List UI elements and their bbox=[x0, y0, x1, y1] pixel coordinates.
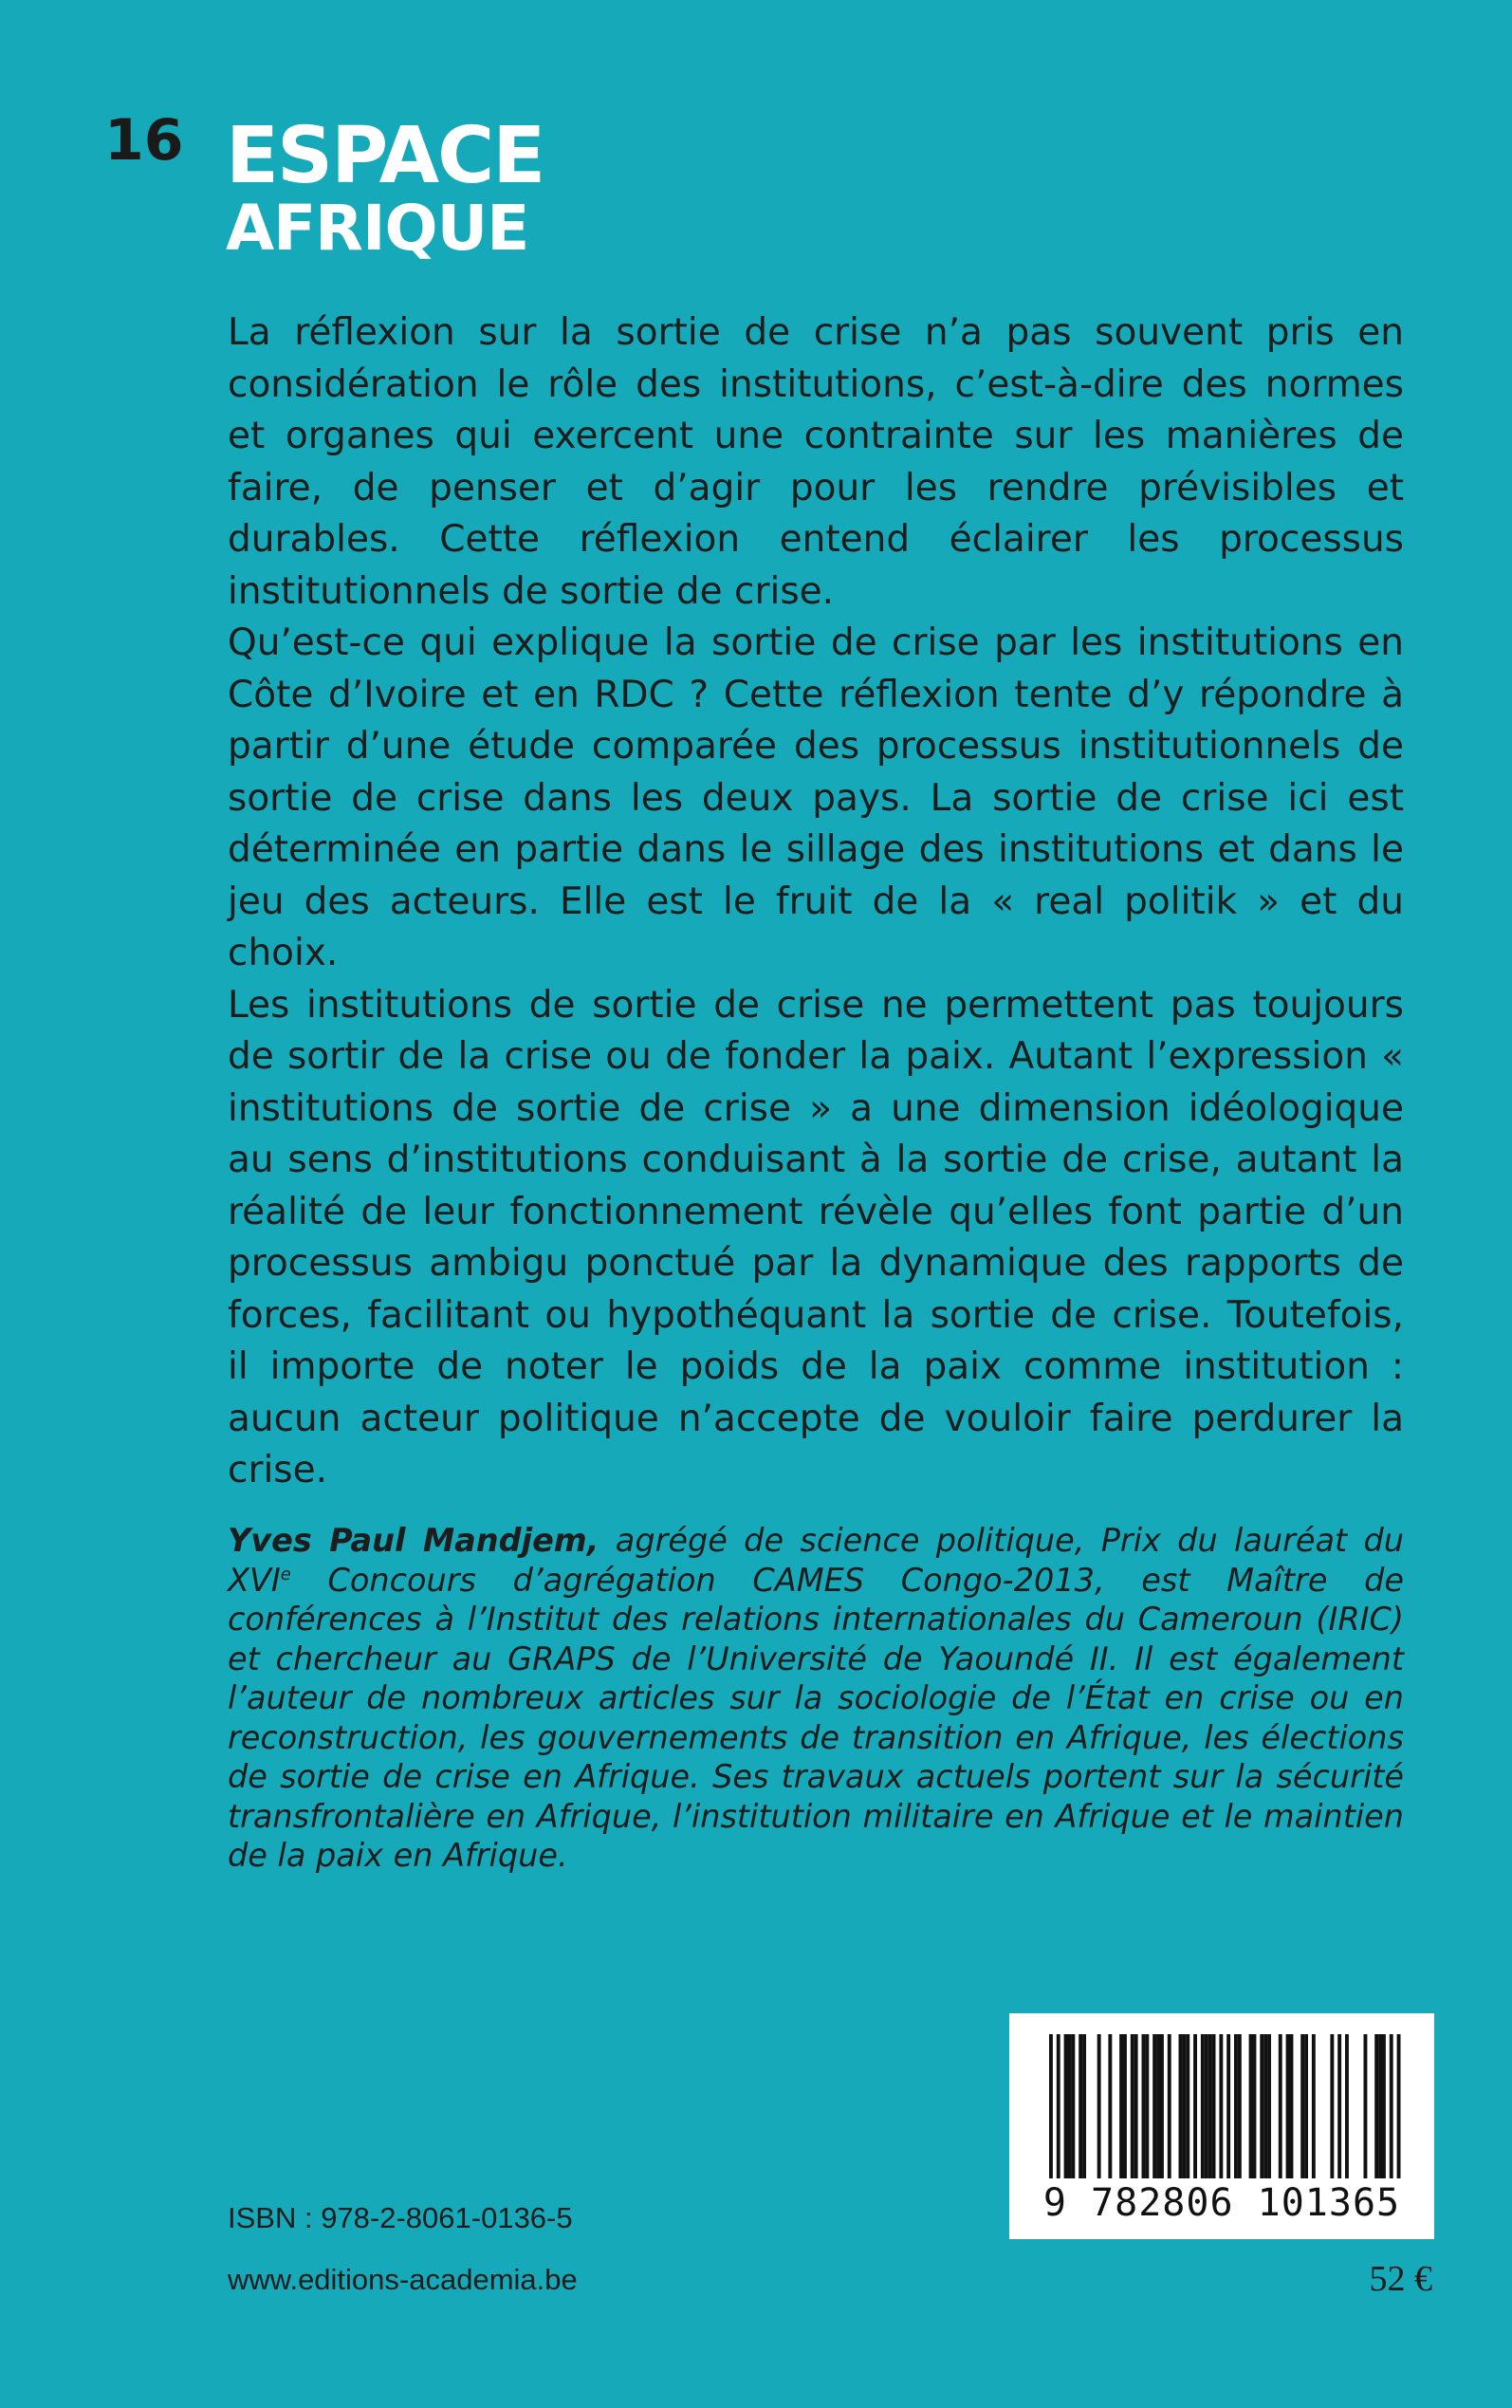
barcode-bar bbox=[1057, 2034, 1060, 2178]
series-title-line-2: AFRIQUE bbox=[226, 192, 529, 265]
barcode-bar bbox=[1134, 2034, 1138, 2178]
barcode-bar bbox=[1082, 2034, 1086, 2178]
barcode-bar bbox=[1238, 2034, 1242, 2178]
isbn-number: ISBN : 978-2-8061-0136-5 bbox=[228, 2201, 573, 2234]
barcode-bar bbox=[1205, 2034, 1208, 2178]
barcode-bar bbox=[1249, 2034, 1253, 2178]
barcode-bar bbox=[1378, 2034, 1382, 2178]
barcode-bar bbox=[1179, 2034, 1183, 2178]
barcode-bar bbox=[1049, 2034, 1053, 2178]
barcode-bar bbox=[1079, 2034, 1082, 2178]
barcode-bar bbox=[1131, 2034, 1134, 2178]
barcode-bar bbox=[1260, 2034, 1263, 2178]
barcode-bar bbox=[1064, 2034, 1068, 2178]
barcode-bar bbox=[1364, 2034, 1368, 2178]
barcode-bar bbox=[1156, 2034, 1160, 2178]
barcode-bar bbox=[1182, 2034, 1186, 2178]
barcode-bar bbox=[1168, 2034, 1171, 2178]
barcode-bar bbox=[1279, 2034, 1282, 2178]
barcode-bar bbox=[1253, 2034, 1257, 2178]
barcode-bar bbox=[1160, 2034, 1164, 2178]
barcode-bar bbox=[1345, 2034, 1349, 2178]
barcode-bar bbox=[1201, 2034, 1205, 2178]
barcode-bar bbox=[1226, 2034, 1230, 2178]
summary-paragraph: Les institutions de sortie de crise ne permettent pas toujours de sortir de la crise ou de fonder la paix. Autant l’expression « institutions de sortie de crise » a une dimension idéologique au sens d’institutions conduisant à la sortie de crise, autant la réalité de leur fonctionnement révèle qu’elles font partie d’un processus ambigu ponctué par la dynamique des rapports de forces, facilitant ou hypothéquant la sortie de crise. Toutefois, il importe de noter le poids de la paix comme institution : aucun acteur politique n’accepte de vouloir faire perdurer la crise. bbox=[228, 983, 1404, 1491]
barcode-bar bbox=[1374, 2034, 1378, 2178]
barcode-bar bbox=[1337, 2034, 1341, 2178]
author-bio bbox=[228, 1521, 1404, 1876]
author-bio-text: agrégé de science politique, Prix du lauréat du XVI bbox=[228, 1522, 1404, 1599]
book-summary bbox=[228, 307, 1404, 1497]
barcode-bar bbox=[1312, 2034, 1316, 2178]
barcode-bar bbox=[1123, 2034, 1127, 2178]
barcode-bar bbox=[1193, 2034, 1197, 2178]
author-name: Yves Paul Mandjem, bbox=[228, 1522, 599, 1559]
summary-paragraph: Qu’est-ce qui explique la sortie de crise par les institutions en Côte d’Ivoire et en RDC ? Cette réflexion tente d’y répondre à partir d’une étude comparée des processus institutionnels de sortie de crise dans les deux pays. La sortie de crise ici est déterminée en partie dans le sillage des institutions et dans le jeu des acteurs. Elle est le fruit de la « real politik » et du choix. bbox=[228, 621, 1404, 974]
barcode-bar bbox=[1286, 2034, 1290, 2178]
summary-paragraph: La réflexion sur la sortie de crise n’a pas souvent pris en considération le rôle des institutions, c’est-à-dire des normes et organes qui exercent une contrainte sur les manières de faire, de penser et d’agir pour les rendre prévisibles et durables. Cette réflexion entend éclairer les processus institutionnels de sortie de crise. bbox=[228, 311, 1404, 613]
barcode-bar bbox=[1186, 2034, 1189, 2178]
ordinal-superscript: e bbox=[280, 1564, 291, 1584]
barcode-bar bbox=[1263, 2034, 1267, 2178]
series-number: 16 bbox=[104, 107, 184, 174]
author-bio-text: Concours d’agrégation CAMES Congo-2013, est Maître de conférences à l’Institut des relations internationales du Cameroun (IRIC) et chercheur au GRAPS de l’Université de Yaoundé II. Il est également l’auteur de nombreux articles sur la sociologie de l’État en crise ou en reconstruction, les gouvernements de transition en Afrique, les élections de sortie de crise en Afrique. Ses travaux actuels portent sur la sécurité transfrontalière en Afrique, l’institution militaire en Afrique et le maintien de la paix en Afrique. bbox=[228, 1561, 1404, 1874]
barcode-bar bbox=[1097, 2034, 1101, 2178]
publisher-website: www.editions-academia.be bbox=[228, 2263, 578, 2296]
barcode-bar bbox=[1267, 2034, 1271, 2178]
barcode-bar bbox=[1290, 2034, 1294, 2178]
isbn-barcode bbox=[1009, 2013, 1434, 2239]
barcode-bar bbox=[1390, 2034, 1393, 2178]
barcode-bar bbox=[1108, 2034, 1112, 2178]
barcode-bar bbox=[1219, 2034, 1223, 2178]
barcode-bar bbox=[1330, 2034, 1334, 2178]
barcode-bar bbox=[1212, 2034, 1216, 2178]
barcode-bar bbox=[1119, 2034, 1123, 2178]
barcode-bar bbox=[1142, 2034, 1146, 2178]
price: 52 € bbox=[1369, 2259, 1432, 2299]
barcode-bar bbox=[1071, 2034, 1075, 2178]
barcode-bar bbox=[1382, 2034, 1386, 2178]
series-title-line-1: ESPACE bbox=[226, 111, 544, 201]
barcode-bar bbox=[1234, 2034, 1238, 2178]
barcode-bar bbox=[1152, 2034, 1156, 2178]
series-title bbox=[226, 111, 544, 265]
barcode-bar bbox=[1397, 2034, 1401, 2178]
barcode-bar bbox=[1304, 2034, 1308, 2178]
barcode-bar bbox=[1300, 2034, 1304, 2178]
barcode-bar bbox=[1208, 2034, 1212, 2178]
barcode-bar bbox=[1145, 2034, 1149, 2178]
barcode-digits: 9 782806 101365 bbox=[1042, 2181, 1401, 2225]
barcode-bar bbox=[1068, 2034, 1072, 2178]
